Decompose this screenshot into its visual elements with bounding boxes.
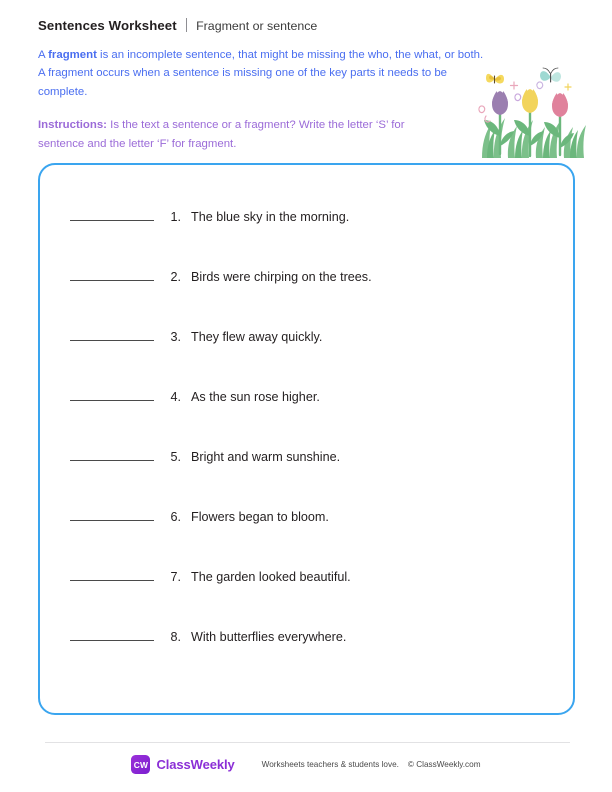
item-number: 4. <box>170 390 181 404</box>
instructions-paragraph <box>38 116 430 153</box>
worksheet-card <box>38 163 575 715</box>
teal-butterfly <box>540 68 561 82</box>
page-title <box>38 0 574 33</box>
list-item <box>40 449 573 509</box>
list-item <box>40 209 573 269</box>
answer-blank-3[interactable] <box>70 329 154 341</box>
intro-paragraph <box>38 46 490 101</box>
list-item <box>40 389 573 449</box>
list-item <box>40 509 573 569</box>
answer-blank-2[interactable] <box>70 269 154 281</box>
brand-name: ClassWeekly <box>156 757 235 772</box>
answer-blank-5[interactable] <box>70 449 154 461</box>
list-item <box>40 269 573 329</box>
answer-blank-7[interactable] <box>70 569 154 581</box>
intro-lead: A <box>38 49 49 61</box>
footer-tagline: Worksheets teachers & students love. <box>261 760 399 769</box>
answer-blank-1[interactable] <box>70 209 154 221</box>
item-sentence: The garden looked beautiful. <box>191 570 351 584</box>
item-sentence: As the sun rose higher. <box>191 390 320 404</box>
list-item <box>40 569 573 629</box>
item-sentence: Flowers began to bloom. <box>191 510 329 524</box>
footer-copyright: © ClassWeekly.com <box>407 760 481 769</box>
intro-bold-term: fragment <box>48 49 97 61</box>
item-number: 2. <box>170 270 181 284</box>
answer-blank-8[interactable] <box>70 629 154 641</box>
list-item <box>40 629 573 689</box>
item-sentence: They flew away quickly. <box>191 330 323 344</box>
title-main: Sentences Worksheet <box>38 18 177 33</box>
brand-logo[interactable] <box>131 755 234 774</box>
list-item <box>40 329 573 389</box>
item-number: 8. <box>170 630 181 644</box>
item-sentence: The blue sky in the morning. <box>191 210 350 224</box>
answer-blank-4[interactable] <box>70 389 154 401</box>
instructions-text: Is the text a sentence or a fragment? Write the letter ‘S’ for sentence and the letter ‘F’ for fragment. <box>38 119 405 150</box>
item-number: 6. <box>170 510 181 524</box>
footer-tagline-group <box>262 760 481 769</box>
item-number: 7. <box>170 570 181 584</box>
footer <box>0 755 612 774</box>
spring-garden-illustration <box>478 58 590 158</box>
item-sentence: Birds were chirping on the trees. <box>191 270 372 284</box>
item-number: 5. <box>170 450 181 464</box>
item-number: 3. <box>170 330 181 344</box>
footer-divider <box>45 742 570 743</box>
title-separator <box>186 18 187 32</box>
intro-body: is an incomplete sentence, that might be missing the who, the what, or both. A fragment occurs when a sentence is missing one of the key parts it needs to be complete. <box>38 49 484 98</box>
item-sentence: With butterflies everywhere. <box>191 630 347 644</box>
item-sentence: Bright and warm sunshine. <box>191 450 341 464</box>
instructions-label: Instructions: <box>38 119 107 132</box>
answer-blank-6[interactable] <box>70 509 154 521</box>
title-subtitle: Fragment or sentence <box>196 19 318 33</box>
classweekly-badge-icon: CW <box>131 755 150 774</box>
worksheet-item-list <box>40 165 573 689</box>
item-number: 1. <box>170 210 181 224</box>
